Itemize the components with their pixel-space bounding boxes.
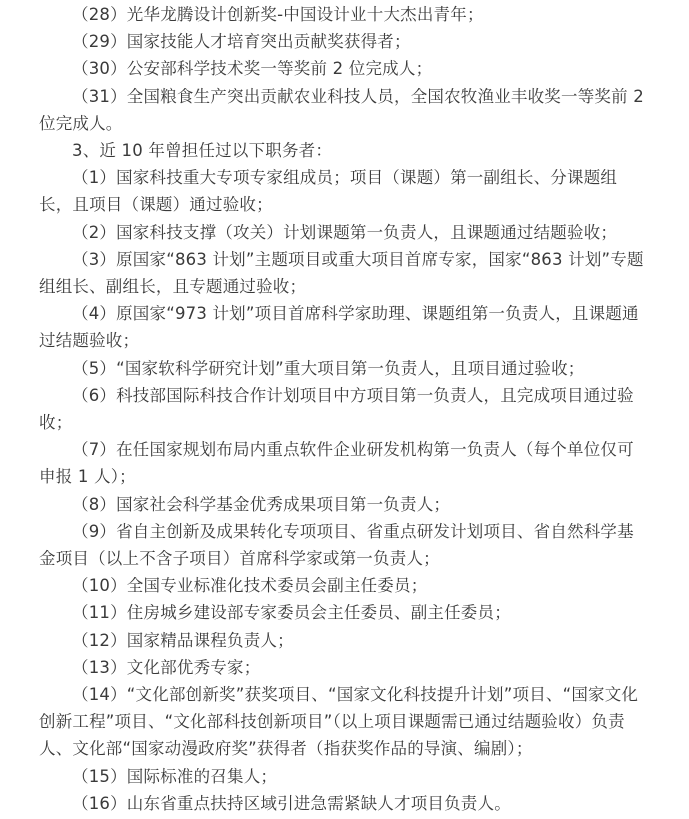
paragraph-duty-4: （4）原国家“973 计划”项目首席科学家助理、课题组第一负责人，且课题通过结题验收； xyxy=(39,304,639,351)
paragraph-duty-5: （5）“国家软科学研究计划”重大项目第一负责人，且项目通过验收； xyxy=(72,358,585,378)
paragraph-duty-9: （9）省自主创新及成果转化专项项目、省重点研发计划项目、省自然科学基金项目（以上不含子项目）首席科学家或第一负责人； xyxy=(39,521,634,569)
paragraph-28: （28）光华龙腾设计创新奖-中国设计业十大杰出青年； xyxy=(72,5,484,24)
paragraph-duty-15: （15）国际标准的召集人； xyxy=(72,766,278,786)
paragraph-duty-12: （12）国家精品课程负责人； xyxy=(72,630,294,650)
paragraph-duty-1: （1）国家科技重大专项专家组成员；项目（课题）第一副组长、分课题组长，且项目（课题）通过验收； xyxy=(39,168,618,215)
paragraph-29: （29）国家技能人才培育突出贡献奖获得者； xyxy=(72,32,411,52)
paragraph-duty-2: （2）国家科技支撑（攻关）计划课题第一负责人，且课题通过结题验收； xyxy=(72,222,618,242)
paragraph-duty-13: （13）文化部优秀专家； xyxy=(72,657,261,677)
paragraph-duty-10: （10）全国专业标准化技术委员会副主任委员； xyxy=(72,576,428,596)
paragraph-duty-3: （3）原国家“863 计划”主题项目或重大项目首席专家，国家“863 计划”专题组组长、副组长，且专题通过验收； xyxy=(39,249,644,297)
paragraph-duty-16: （16）山东省重点扶持区域引进急需紧缺人才项目负责人。 xyxy=(72,793,511,813)
paragraph-duty-6: （6）科技部国际科技合作计划项目中方项目第一负责人，且完成项目通过验收； xyxy=(39,385,634,433)
paragraph-duty-7: （7）在任国家规划布局内重点软件企业研发机构第一负责人（每个单位仅可申报 1 人）； xyxy=(39,440,634,487)
section-heading-3: 3、近 10 年曾担任过以下职务者： xyxy=(72,141,333,161)
paragraph-duty-8: （8）国家社会科学基金优秀成果项目第一负责人； xyxy=(72,494,451,514)
paragraph-duty-14: （14）“文化部创新奖”获奖项目、“国家文化科技提升计划”项目、“国家文化创新工程”项目、“文化部科技创新项目”（以上项目课题需已通过结题验收）负责人、文化部“国家动漫政府奖”获得者（指获奖作品的导演、编剧）； xyxy=(39,685,639,759)
paragraph-duty-11: （11）住房城乡建设部专家委员会主任委员、副主任委员； xyxy=(72,603,511,623)
paragraph-31: （31）全国粮食生产突出贡献农业科技人员，全国农牧渔业丰收奖一等奖前 2 位完成人。 xyxy=(39,86,644,133)
paragraph-30: （30）公安部科学技术奖一等奖前 2 位完成人； xyxy=(72,59,433,79)
